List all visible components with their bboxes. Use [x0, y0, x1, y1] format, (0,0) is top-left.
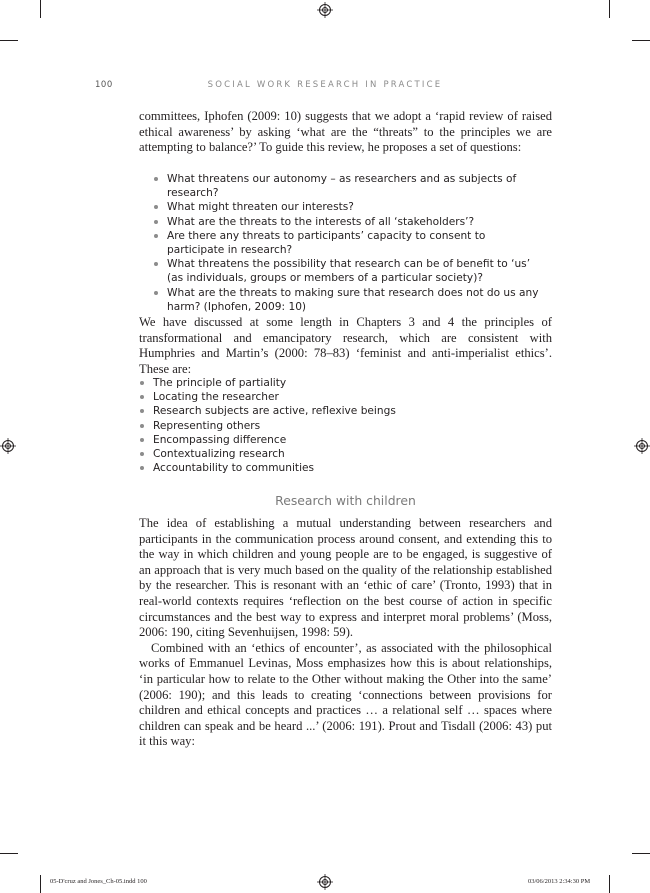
- crop-mark: [632, 40, 650, 41]
- bullet-icon: [140, 381, 144, 385]
- registration-mark-icon: [0, 438, 16, 454]
- crop-mark: [609, 0, 610, 18]
- crop-mark: [0, 40, 18, 41]
- bullet-icon: [140, 452, 144, 456]
- crop-mark: [632, 853, 650, 854]
- principles-list: [139, 376, 539, 475]
- crop-mark: [0, 853, 18, 854]
- list-item: Locating the researcher: [139, 390, 539, 404]
- bullet-icon: [154, 291, 158, 295]
- bullet-icon: [154, 262, 158, 266]
- bullet-icon: [154, 177, 158, 181]
- file-slug: 05-D'cruz and Jones_Ch-05.indd 100: [50, 878, 147, 885]
- list-item: Research subjects are active, reflexive beings: [139, 404, 539, 418]
- bullet-icon: [140, 409, 144, 413]
- running-title: SOCIAL WORK RESEARCH IN PRACTICE: [207, 80, 443, 90]
- timestamp-slug: 03/06/2013 2:34:30 PM: [528, 878, 591, 885]
- bullet-icon: [140, 424, 144, 428]
- intro-paragraph: committees, Iphofen (2009: 10) suggests that we adopt a ‘rapid review of raised ethical awareness’ by asking ‘what are the “threats” to the principles we are attempting to balance?’ To guide this review, he proposes a set of questions:: [139, 109, 552, 155]
- list-item: What are the threats to the interests of all ‘stakeholders’?: [153, 215, 545, 229]
- principles-paragraph: We have discussed at some length in Chapters 3 and 4 the principles of transformational and emancipatory research, which are consistent with Humphries and Martin’s (2000: 78–83) ‘feminist and anti-imperialist ethics’. These are:: [139, 315, 552, 376]
- crop-mark: [40, 0, 41, 18]
- list-item: What threatens our autonomy – as researchers and as subjects of research?: [153, 172, 545, 200]
- list-item: The principle of partiality: [139, 376, 539, 390]
- bullet-icon: [140, 438, 144, 442]
- list-item: What threatens the possibility that research can be of benefit to ‘us’ (as individuals, groups or members of a particular society)?: [153, 257, 545, 285]
- bullet-icon: [154, 205, 158, 209]
- registration-mark-icon: [634, 438, 650, 454]
- registration-mark-icon: [317, 2, 333, 18]
- bullet-icon: [140, 466, 144, 470]
- list-item: Contextualizing research: [139, 447, 539, 461]
- list-item: Encompassing difference: [139, 433, 539, 447]
- crop-mark: [40, 875, 41, 893]
- registration-mark-icon: [317, 874, 333, 890]
- principles-paragraph-block: [139, 315, 552, 377]
- list-item: Are there any threats to participants’ capacity to consent to participate in research?: [153, 229, 545, 257]
- children-section: [139, 516, 552, 750]
- section-heading: Research with children: [275, 493, 416, 508]
- page-number: 100: [95, 80, 113, 90]
- bullet-icon: [154, 234, 158, 238]
- bullet-icon: [154, 220, 158, 224]
- children-paragraph-1: The idea of establishing a mutual understanding between researchers and participants in the communication process around consent, and extending this to the way in which children and young people are to be engaged, is suggestive of an approach that is very much based on the quality of the relationship established by the researcher. This is resonant with an ‘ethic of care’ (Tronto, 1993) that in real-world contexts requires ‘reflection on the best course of action in specific circumstances and the best way to express and interpret moral problems’ (Moss, 2006: 190, citing Sevenhuijsen, 1998: 59).: [139, 516, 552, 640]
- questions-list: [153, 172, 545, 314]
- bullet-icon: [140, 395, 144, 399]
- list-item: What might threaten our interests?: [153, 200, 545, 214]
- children-paragraph-2: Combined with an ‘ethics of encounter’, as associated with the philosophical works of Emmanuel Levinas, Moss emphasizes how this is about relationships, ‘in particular how to relate to the Other without making the Other into the same’ (2006: 190); and this leads to creating ‘connections between provisions for children and ethical concepts and practices … a relational self … spaces where children can speak and be heard ...’ (2006: 191). Prout and Tisdall (2006: 43) put it this way:: [139, 640, 552, 749]
- list-item: Representing others: [139, 419, 539, 433]
- crop-mark: [609, 875, 610, 893]
- list-item: Accountability to communities: [139, 461, 539, 475]
- intro-paragraph-block: [139, 109, 552, 156]
- list-item: What are the threats to making sure that research does not do us any harm? (Iphofen, 2009: 10): [153, 286, 545, 314]
